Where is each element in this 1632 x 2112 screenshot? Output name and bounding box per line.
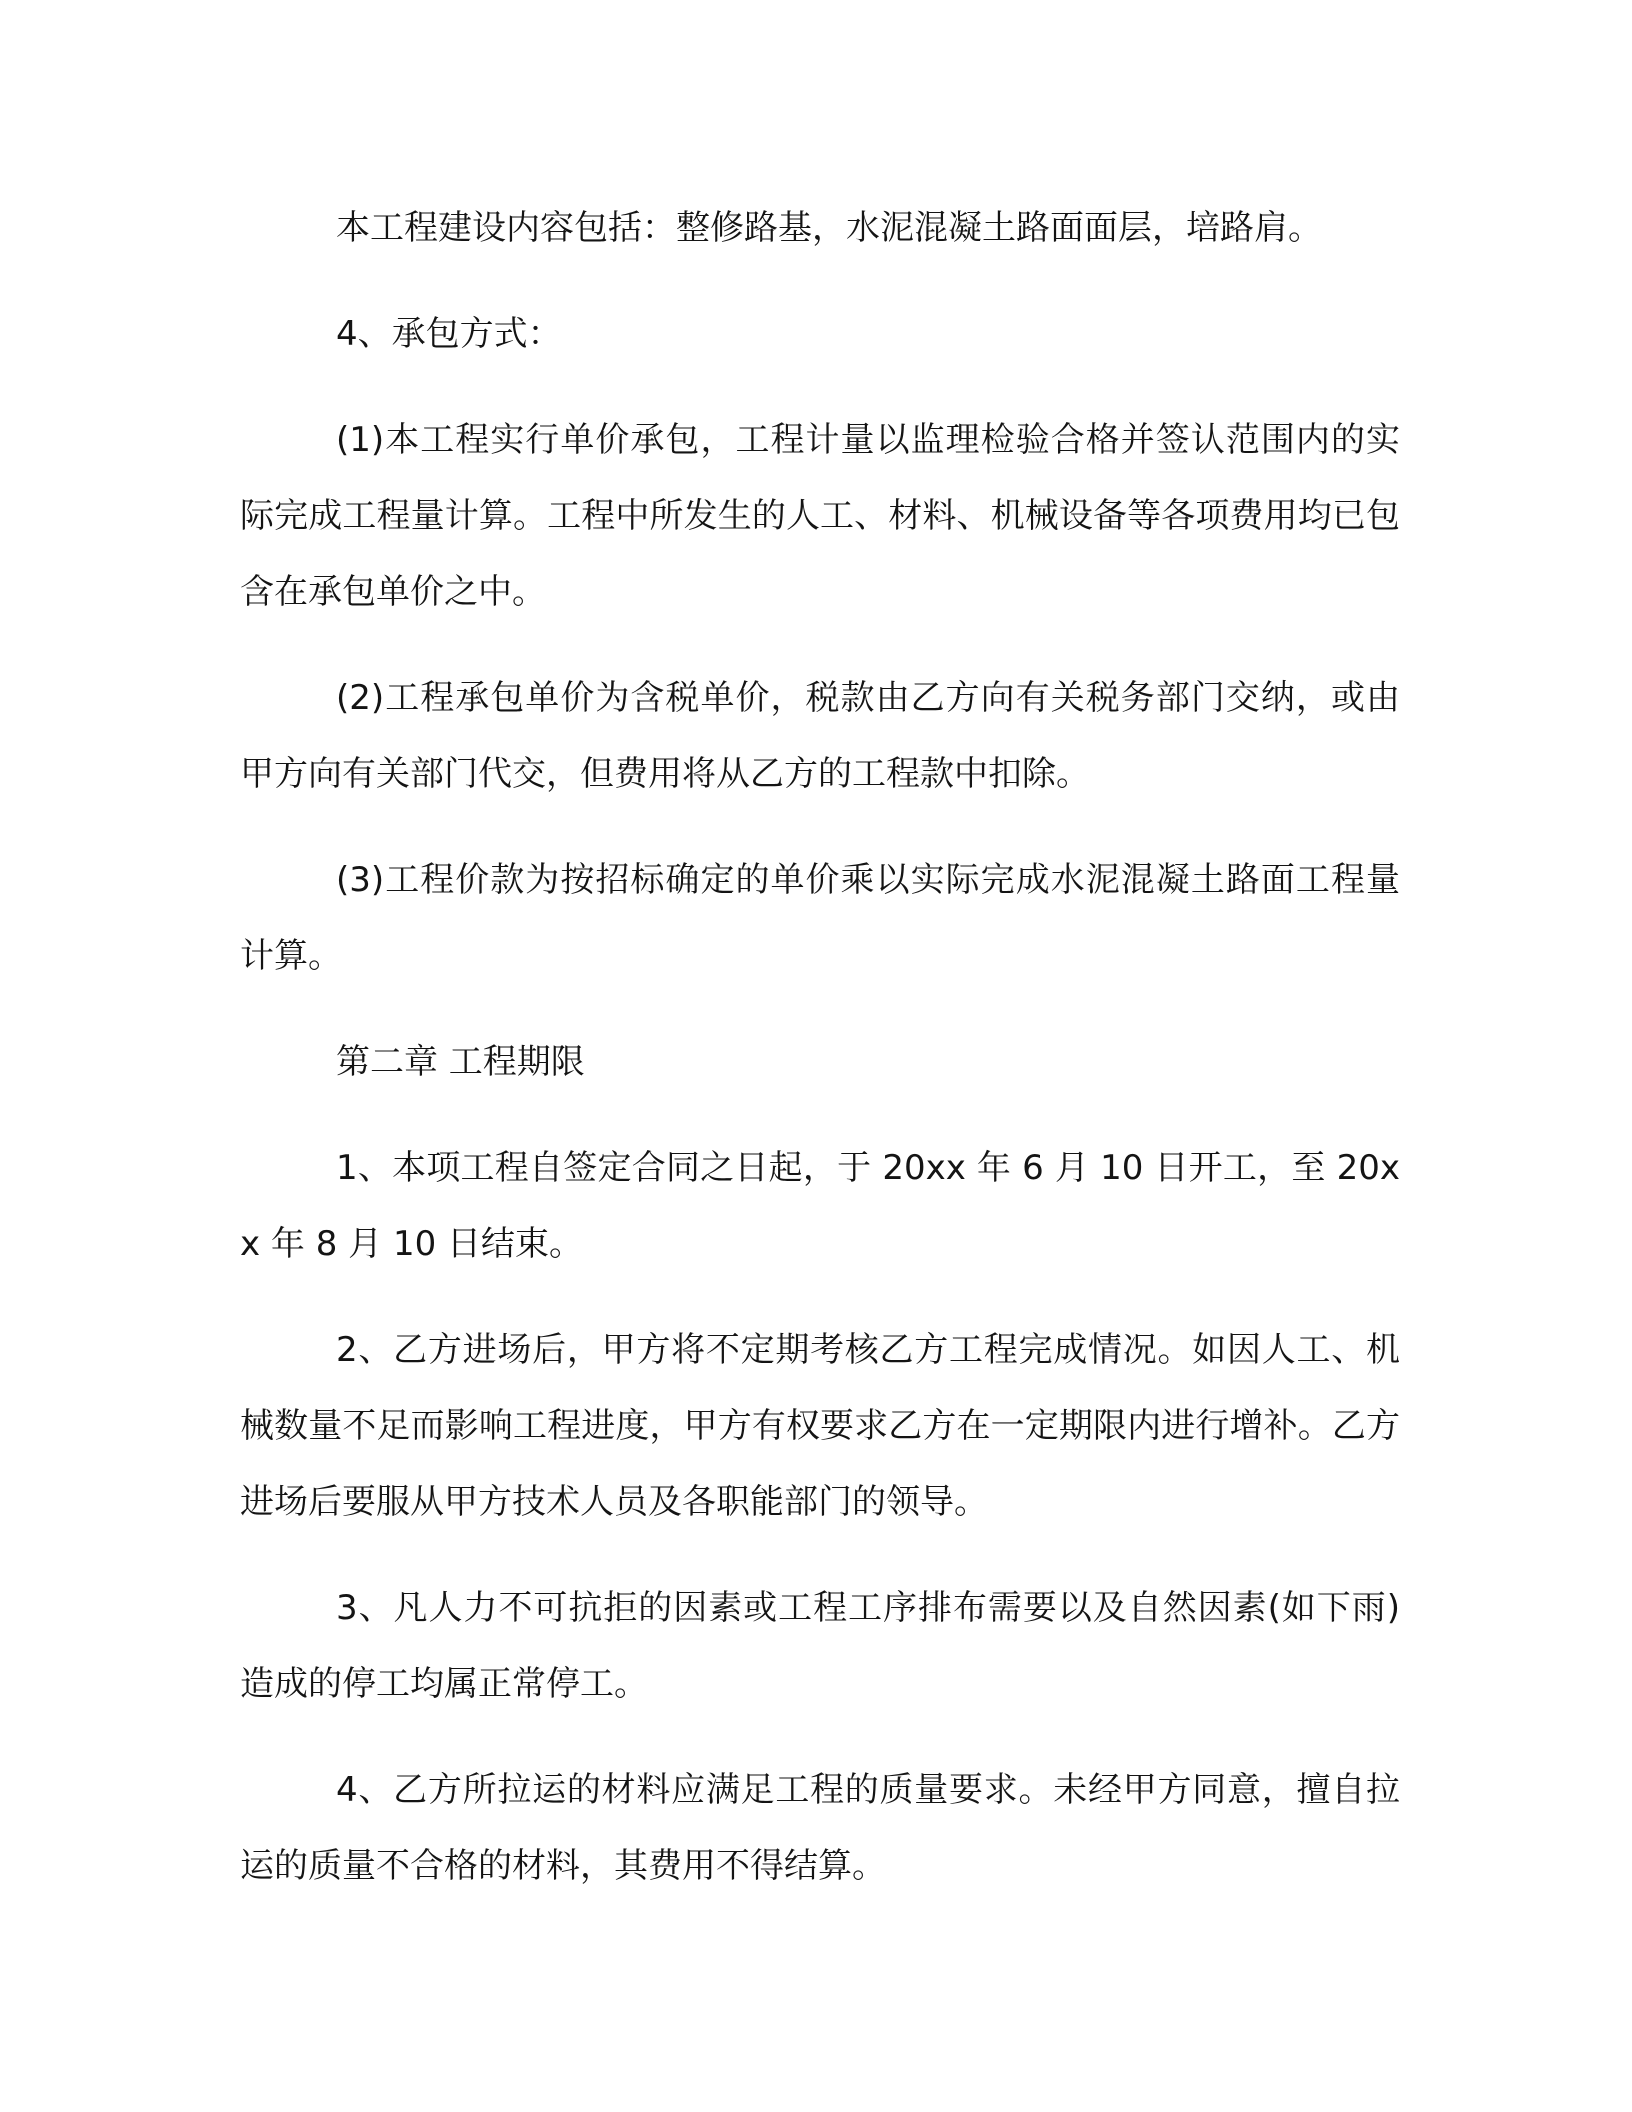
paragraph-payment-calculation: (3)工程价款为按招标确定的单价乘以实际完成水泥混凝土路面工程量计算。: [240, 860, 1400, 976]
paragraph-material-quality: 4、乙方所拉运的材料应满足工程的质量要求。未经甲方同意，擅自拉运的质量不合格的材料，其费用不得结算。: [240, 1770, 1400, 1886]
paragraph-unit-price-contract: (1)本工程实行单价承包，工程计量以监理检验合格并签认范围内的实际完成工程量计算。工程中所发生的人工、材料、机械设备等各项费用均已包含在承包单价之中。: [240, 420, 1400, 612]
chapter-heading-project-period: 第二章 工程期限: [336, 1042, 585, 1082]
paragraph-progress-assessment: 2、乙方进场后，甲方将不定期考核乙方工程完成情况。如因人工、机械数量不足而影响工程进度，甲方有权要求乙方在一定期限内进行增补。乙方进场后要服从甲方技术人员及各职能部门的领导。: [240, 1330, 1400, 1522]
paragraph-tax-inclusive-price: (2)工程承包单价为含税单价，税款由乙方向有关税务部门交纳，或由甲方向有关部门代交，但费用将从乙方的工程款中扣除。: [240, 678, 1400, 794]
paragraph-contract-method-heading: 4、承包方式：: [336, 314, 562, 354]
paragraph-construction-scope: 本工程建设内容包括：整修路基，水泥混凝土路面面层，培路肩。: [336, 208, 1322, 248]
paragraph-project-dates: 1、本项工程自签定合同之日起，于 20xx 年 6 月 10 日开工，至 20xx 年 8 月 10 日结束。: [240, 1148, 1400, 1264]
document-body: [240, 190, 1400, 1904]
paragraph-normal-stoppage: 3、凡人力不可抗拒的因素或工程工序排布需要以及自然因素(如下雨)造成的停工均属正常停工。: [240, 1588, 1400, 1704]
